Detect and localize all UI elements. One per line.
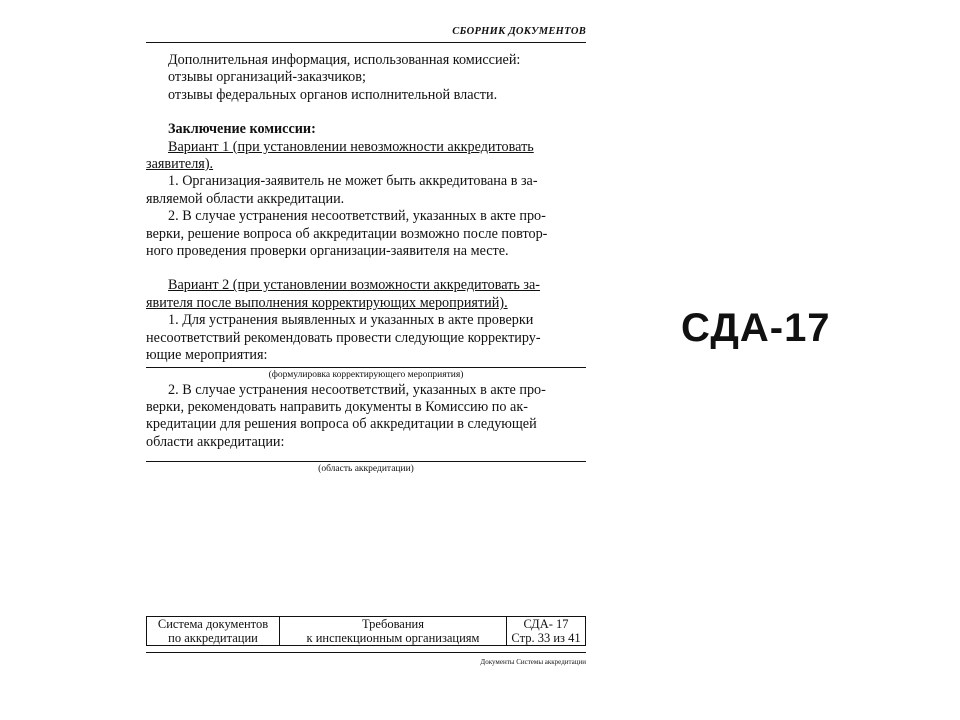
variant1-item2: 2. В случае устранения несоответствий, указанных в акте про- xyxy=(168,208,546,225)
footer-note: Документы Системы аккредитации xyxy=(480,658,586,666)
document-page xyxy=(146,22,586,672)
footer-system-cell xyxy=(147,617,280,646)
footer-code-cell xyxy=(507,617,586,646)
variant2-item2: верки, рекомендовать направить документы в Комиссию по ак- xyxy=(146,398,528,415)
conclusion-heading: Заключение комиссии: xyxy=(168,121,316,138)
variant1-title: Вариант 1 (при установлении невозможности аккредитовать xyxy=(168,138,534,155)
variant2-item1: несоответствий рекомендовать провести следующие корректиру- xyxy=(146,329,541,346)
document-code-label: СДА-17 xyxy=(681,306,831,350)
variant1-item2: ного проведения проверки организации-заявителя на месте. xyxy=(146,243,509,260)
variant2-title: явителя после выполнения корректирующих мероприятий). xyxy=(146,294,508,311)
footer-text: СДА- 17 xyxy=(523,617,569,631)
fill-in-caption: (формулировка корректирующего мероприятия) xyxy=(268,369,464,380)
variant2-title: Вариант 2 (при установлении возможности аккредитовать за- xyxy=(168,277,541,294)
footer-text: по аккредитации xyxy=(168,631,258,645)
variant1-item1: являемой области аккредитации. xyxy=(146,190,345,207)
variant2-item1: ющие мероприятия: xyxy=(146,347,268,364)
footer-text: Требования xyxy=(362,617,424,631)
variant1-item2: верки, решение вопроса об аккредитации возможно после повтор- xyxy=(146,225,548,242)
footer-table xyxy=(146,616,586,646)
variant2-item1: 1. Для устранения выявленных и указанных в акте проверки xyxy=(168,312,534,329)
info-line: отзывы федеральных органов исполнительной власти. xyxy=(168,86,498,103)
footer-text: Система документов xyxy=(157,617,269,631)
page-header-title: СБОРНИК ДОКУМЕНТОВ xyxy=(452,26,586,37)
variant2-item2: области аккредитации: xyxy=(146,433,285,450)
footer-text: к инспекционным организациям xyxy=(306,631,480,645)
footer-divider xyxy=(146,652,586,653)
footer-text: Стр. 33 из 41 xyxy=(511,631,581,645)
variant1-item1: 1. Организация-заявитель не может быть аккредитована в за- xyxy=(168,173,538,190)
variant1-title: заявителя). xyxy=(146,156,214,173)
variant2-item2: кредитации для решения вопроса об аккредитации в следующей xyxy=(146,416,537,433)
document-body xyxy=(146,52,586,476)
variant2-item2: 2. В случае устранения несоответствий, указанных в акте про- xyxy=(168,381,546,398)
info-line: отзывы организаций-заказчиков; xyxy=(168,69,366,86)
fill-in-caption: (область аккредитации) xyxy=(318,464,414,475)
header-divider xyxy=(146,42,586,43)
info-line: Дополнительная информация, использованная комиссией: xyxy=(168,52,521,68)
footer-requirements-cell xyxy=(280,617,507,646)
